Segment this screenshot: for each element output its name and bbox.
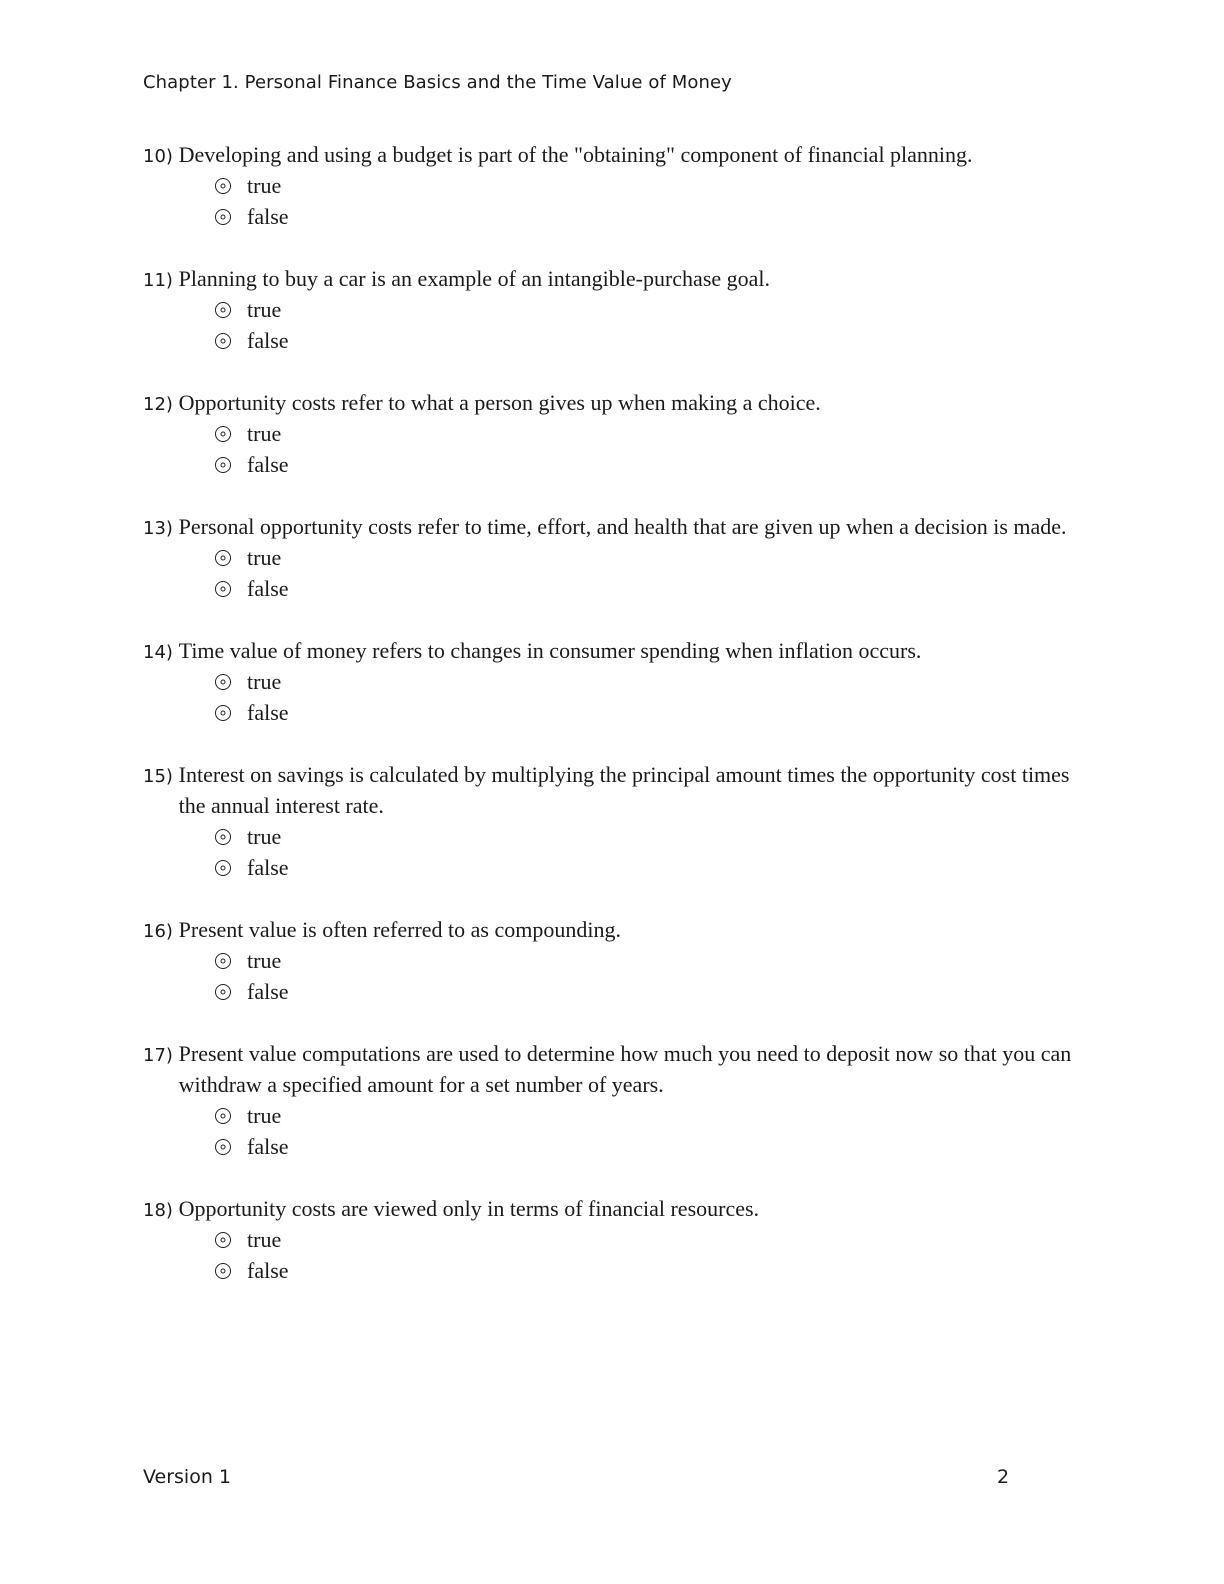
option-true[interactable] — [215, 945, 1083, 977]
question — [143, 759, 1083, 884]
question-text: Developing and using a budget is part of the "obtaining" component of financial planning. — [178, 142, 973, 167]
radio-button-icon[interactable] — [215, 178, 231, 194]
option-label: false — [247, 855, 289, 881]
option-label: false — [247, 452, 289, 478]
question-text: Personal opportunity costs refer to time, effort, and health that are given up when a decision is made. — [178, 514, 1067, 539]
option-label: true — [247, 823, 282, 849]
question-text: Opportunity costs refer to what a person gives up when making a choice. — [178, 390, 821, 415]
radio-button-icon[interactable] — [215, 426, 231, 442]
question-number: 12) — [143, 394, 179, 415]
question-number: 15) — [143, 766, 179, 787]
option-label: true — [247, 947, 282, 973]
question-text: Opportunity costs are viewed only in terms of financial resources. — [178, 1196, 760, 1221]
question — [143, 914, 1083, 1008]
question — [143, 263, 1083, 357]
radio-button-icon[interactable] — [215, 209, 231, 225]
question-number: 17) — [143, 1045, 179, 1066]
option-label: false — [247, 204, 289, 230]
question-number: 18) — [143, 1200, 179, 1221]
radio-button-icon[interactable] — [215, 1232, 231, 1248]
option-false[interactable] — [215, 853, 1083, 885]
option-true[interactable] — [215, 170, 1083, 202]
question-text: Time value of money refers to changes in consumer spending when inflation occurs. — [178, 638, 922, 663]
question-number: 10) — [143, 146, 179, 167]
question-number: 16) — [143, 921, 179, 942]
option-label: false — [247, 1258, 289, 1284]
question — [143, 635, 1083, 729]
option-true[interactable] — [215, 1224, 1083, 1256]
radio-button-icon[interactable] — [215, 1139, 231, 1155]
page-header: Chapter 1. Personal Finance Basics and the Time Value of Money — [143, 72, 732, 93]
option-label: true — [247, 544, 282, 570]
question-list — [143, 139, 1083, 1287]
radio-button-icon[interactable] — [215, 457, 231, 473]
option-false[interactable] — [215, 698, 1083, 730]
option-label: true — [247, 172, 282, 198]
option-label: true — [247, 1102, 282, 1128]
radio-button-icon[interactable] — [215, 1263, 231, 1279]
option-true[interactable] — [215, 418, 1083, 450]
question — [143, 387, 1083, 481]
question-text: Planning to buy a car is an example of an intangible-purchase goal. — [178, 266, 771, 291]
radio-button-icon[interactable] — [215, 674, 231, 690]
option-false[interactable] — [215, 326, 1083, 358]
option-label: false — [247, 1134, 289, 1160]
option-label: true — [247, 296, 282, 322]
option-true[interactable] — [215, 542, 1083, 574]
radio-button-icon[interactable] — [215, 581, 231, 597]
radio-button-icon[interactable] — [215, 953, 231, 969]
radio-button-icon[interactable] — [215, 302, 231, 318]
radio-button-icon[interactable] — [215, 1108, 231, 1124]
option-label: false — [247, 979, 289, 1005]
option-true[interactable] — [215, 666, 1083, 698]
option-false[interactable] — [215, 1256, 1083, 1288]
option-false[interactable] — [215, 1132, 1083, 1164]
question-number: 13) — [143, 518, 179, 539]
question-text: Present value computations are used to determine how much you need to deposit now so that you can withdraw a specified amount for a set number of years. — [178, 1041, 1072, 1097]
footer-version: Version 1 — [143, 1466, 231, 1488]
option-label: false — [247, 576, 289, 602]
option-label: true — [247, 420, 282, 446]
question — [143, 511, 1083, 605]
option-false[interactable] — [215, 450, 1083, 482]
radio-button-icon[interactable] — [215, 860, 231, 876]
option-label: false — [247, 700, 289, 726]
radio-button-icon[interactable] — [215, 984, 231, 1000]
option-true[interactable] — [215, 1100, 1083, 1132]
option-label: true — [247, 668, 282, 694]
question-text: Present value is often referred to as compounding. — [178, 917, 621, 942]
radio-button-icon[interactable] — [215, 705, 231, 721]
radio-button-icon[interactable] — [215, 550, 231, 566]
radio-button-icon[interactable] — [215, 333, 231, 349]
option-label: true — [247, 1226, 282, 1252]
question — [143, 1193, 1083, 1287]
question-number: 11) — [143, 270, 179, 291]
question-text: Interest on savings is calculated by multiplying the principal amount times the opportunity cost times the annual interest rate. — [178, 762, 1070, 818]
option-false[interactable] — [215, 574, 1083, 606]
question — [143, 1038, 1083, 1163]
radio-button-icon[interactable] — [215, 829, 231, 845]
option-false[interactable] — [215, 977, 1083, 1009]
option-true[interactable] — [215, 821, 1083, 853]
option-true[interactable] — [215, 294, 1083, 326]
option-false[interactable] — [215, 202, 1083, 234]
footer-page-number: 2 — [997, 1466, 1010, 1488]
question — [143, 139, 1083, 233]
option-label: false — [247, 328, 289, 354]
question-number: 14) — [143, 642, 179, 663]
